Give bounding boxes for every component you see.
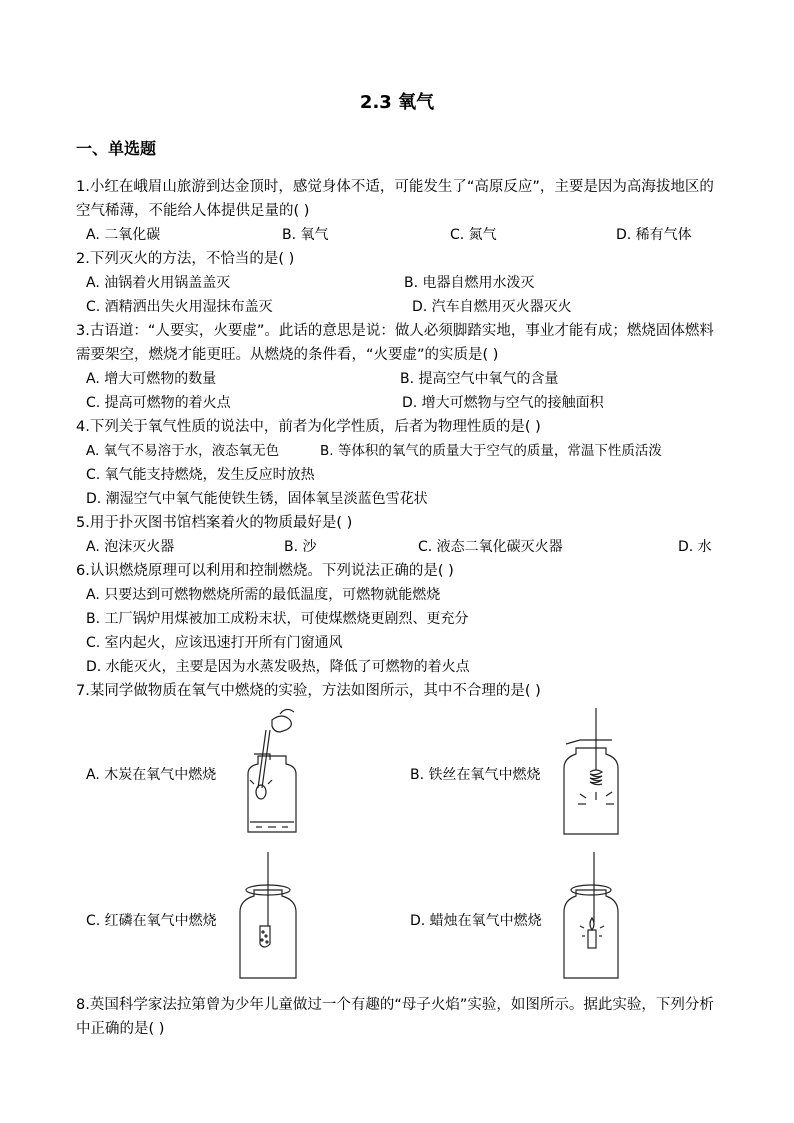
option: C. 室内起火，应该迅速打开所有门窗通风 <box>86 635 343 651</box>
option: A. 二氧化碳 <box>86 227 161 243</box>
option: B. 等体积的氧气的质量大于空气的质量，常温下性质活泼 <box>320 443 662 459</box>
option: C. 氮气 <box>450 227 497 243</box>
option: B. 提高空气中氧气的含量 <box>400 371 559 387</box>
option-row <box>86 295 726 319</box>
option-row <box>86 271 726 295</box>
option: C. 提高可燃物的着火点 <box>86 395 231 411</box>
figure-label: C. 红磷在氧气中燃烧 <box>86 913 217 929</box>
option: A. 油锅着火用锅盖盖灭 <box>86 275 231 291</box>
option: D. 汽车自燃用灭火器灭火 <box>412 299 572 315</box>
page-title: 2.3 氧气 <box>359 92 435 113</box>
option: B. 沙 <box>284 539 317 555</box>
question-stem: 2.下列灭火的方法，不恰当的是( ) <box>76 251 295 267</box>
question-stem: 4.下列关于氧气性质的说法中，前者为化学性质，后者为物理性质的是( ) <box>76 419 541 435</box>
option: D. 水能灭火，主要是因为水蒸发吸热，降低了可燃物的着火点 <box>86 659 470 675</box>
figure-label: B. 铁丝在氧气中燃烧 <box>410 767 541 783</box>
option: A. 泡沫灭火器 <box>86 539 175 555</box>
figure-label: D. 蜡烛在氧气中燃烧 <box>410 913 542 929</box>
question-stem: 3.古语道：“人要实，火要虚”。此话的意思是说：做人必须脚踏实地，事业才能有成；燃烧固体燃料需要架空，燃烧才能更旺。从燃烧的条件看，“火要虚”的实质是( ) <box>76 323 714 363</box>
option-row <box>86 367 726 391</box>
option: B. 电器自燃用水泼灭 <box>404 275 535 291</box>
option-row <box>86 391 726 415</box>
option: B. 工厂锅炉用煤被加工成粉末状，可使煤燃烧更剧烈、更充分 <box>86 611 469 627</box>
option: D. 增大可燃物与空气的接触面积 <box>402 395 604 411</box>
option: C. 液态二氧化碳灭火器 <box>418 539 563 555</box>
candle-experiment-figure <box>556 852 626 984</box>
figure-label: A. 木炭在氧气中燃烧 <box>86 767 217 783</box>
question-stem: 8.英国科学家法拉第曾为少年儿童做过一个有趣的“母子火焰”实验，如图所示。据此实验，下列分析中正确的是( ) <box>76 997 714 1037</box>
option: D. 稀有气体 <box>616 227 692 243</box>
section-heading: 一、单选题 <box>76 139 157 158</box>
red-phosphorus-experiment-figure <box>230 852 310 984</box>
option: A. 增大可燃物的数量 <box>86 371 217 387</box>
option: C. 酒精洒出失火用湿抹布盖灭 <box>86 299 273 315</box>
option-row <box>86 535 726 559</box>
iron-wire-experiment-figure <box>556 708 626 840</box>
option-row <box>86 439 726 463</box>
charcoal-experiment-figure <box>236 710 316 840</box>
option: A. 只要达到可燃物燃烧所需的最低温度，可燃物就能燃烧 <box>86 587 441 603</box>
question-stem: 1.小红在峨眉山旅游到达金顶时，感觉身体不适，可能发生了“高原反应”，主要是因为高海拔地区的空气稀薄，不能给人体提供足量的( ) <box>76 179 714 219</box>
option: C. 氧气能支持燃烧，发生反应时放热 <box>86 467 315 483</box>
question-stem: 6.认识燃烧原理可以利用和控制燃烧。下列说法正确的是( ) <box>76 563 454 579</box>
question-stem: 5.用于扑灭图书馆档案着火的物质最好是( ) <box>76 515 353 531</box>
option: B. 氧气 <box>282 227 329 243</box>
option-row <box>86 223 726 247</box>
option: D. 水 <box>678 539 712 555</box>
question-stem: 7.某同学做物质在氧气中燃烧的实验，方法如图所示，其中不合理的是( ) <box>76 683 541 699</box>
option: A. 氧气不易溶于水，液态氧无色 <box>86 443 280 459</box>
option: D. 潮湿空气中氧气能使铁生锈，固体氧呈淡蓝色雪花状 <box>86 491 428 507</box>
